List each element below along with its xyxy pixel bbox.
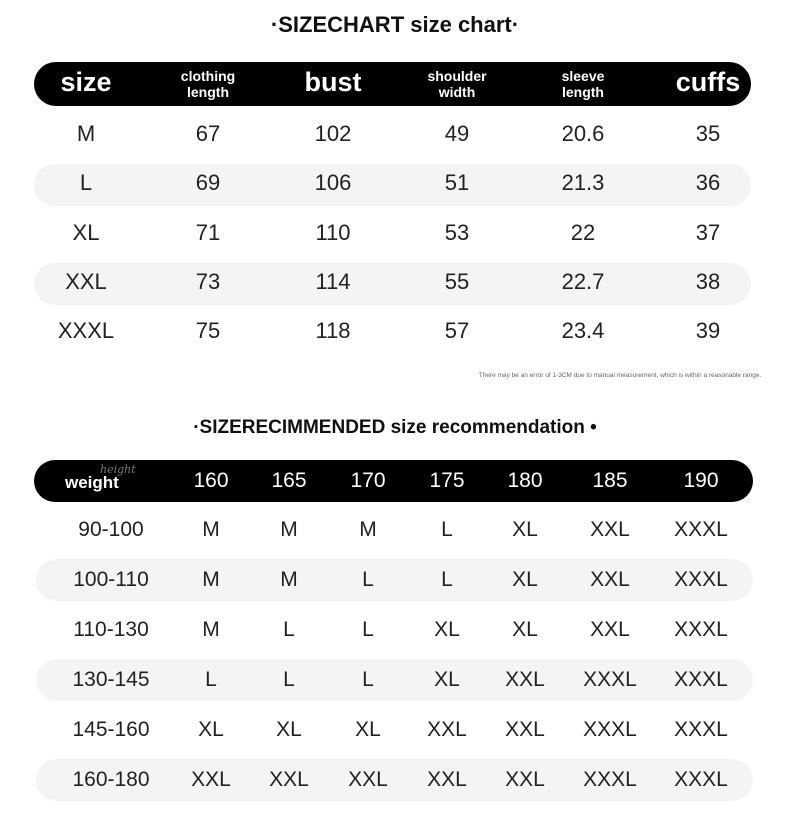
recommended-size: XXL [505, 768, 545, 791]
size-chart-cell: 22 [570, 220, 596, 245]
size-chart-cell: 39 [695, 318, 721, 343]
size-chart-header-line: length [561, 84, 604, 100]
recommended-size: XL [434, 618, 460, 641]
weight-range: 160-180 [72, 768, 150, 791]
recommended-size: XL [512, 568, 538, 591]
size-chart-cell: 53 [444, 220, 470, 245]
size-chart-cell: 23.4 [561, 318, 605, 343]
measurement-note: There may be an error of 1-3CM due to manual measurement, which is within a reasonable range. [478, 372, 762, 379]
recommended-size: M [202, 518, 220, 541]
recommended-size: M [359, 518, 377, 541]
height-header-185: 185 [592, 469, 628, 492]
size-chart-header-0 [60, 67, 111, 98]
size-chart-cell: 67 [195, 121, 221, 146]
recommended-size: M [280, 518, 298, 541]
size-chart-row-bg [34, 263, 751, 305]
size-chart-cell: 102 [314, 121, 352, 146]
size-chart-cell: 75 [195, 318, 221, 343]
weight-range: 145-160 [72, 718, 150, 741]
size-chart-header-line: length [187, 84, 229, 100]
size-chart-cell: 106 [314, 170, 352, 195]
height-header-175: 175 [429, 469, 465, 492]
height-header-180: 180 [507, 469, 543, 492]
recommended-size: XXL [590, 618, 630, 641]
recommended-size: XXL [505, 718, 545, 741]
size-chart-header-4 [562, 68, 605, 100]
size-chart-cell: 114 [315, 269, 351, 294]
recommended-size: XXXL [583, 668, 637, 691]
size-chart-header-line: width [438, 84, 476, 100]
size-chart-header-line: size [60, 67, 112, 97]
size-chart-cell: 36 [695, 170, 721, 195]
recommended-size: XXXL [674, 718, 728, 741]
recommended-size: XL [355, 718, 381, 741]
weight-range: 130-145 [72, 668, 150, 691]
recommended-size: XXXL [674, 518, 728, 541]
weight-range: 90-100 [78, 518, 144, 541]
recommended-size: L [283, 668, 295, 691]
weight-range: 110-130 [73, 618, 149, 641]
size-chart-cell: 69 [195, 170, 221, 195]
size-chart-cell: 118 [315, 318, 351, 343]
size-chart-cell: L [79, 170, 93, 195]
recommended-size: XXL [427, 768, 467, 791]
size-chart-header-bar [34, 62, 751, 106]
recommended-size: XXL [348, 768, 388, 791]
recommended-size: L [362, 568, 374, 591]
recommended-size: XL [512, 618, 538, 641]
size-chart-header-line: clothing [180, 68, 236, 84]
weight-corner-label: weight [65, 473, 119, 492]
recommended-size: XXXL [674, 668, 728, 691]
recommended-size: M [202, 568, 220, 591]
recommended-size: XL [434, 668, 460, 691]
size-chart-cell: 49 [444, 121, 470, 146]
recommended-size: L [441, 518, 453, 541]
size-chart-cell: M [76, 121, 96, 146]
size-chart-header-2 [305, 67, 362, 98]
recommended-size: L [205, 668, 217, 691]
size-chart-title: ·SIZECHART size chart· [270, 12, 520, 37]
recommended-size: M [280, 568, 298, 591]
recommended-size: L [283, 618, 295, 641]
size-chart-cell: 73 [195, 269, 221, 294]
recommended-size: XL [198, 718, 224, 741]
size-chart-row-bg [34, 164, 751, 206]
size-chart-header-line: cuffs [675, 67, 741, 97]
recommended-size: XXXL [674, 768, 728, 791]
height-header-160: 160 [193, 469, 229, 492]
size-chart-cell: XXXL [57, 318, 115, 343]
recommendation-title: ·SIZERECIMMENDED size recommendation • [193, 417, 597, 438]
size-chart-cell: 21.3 [561, 170, 605, 195]
height-header-165: 165 [271, 469, 307, 492]
size-chart-cell: 20.6 [561, 121, 605, 146]
recommended-size: L [362, 668, 374, 691]
recommended-size: XXL [191, 768, 231, 791]
recommended-size: XXL [427, 718, 467, 741]
size-chart-cell: 71 [195, 220, 221, 245]
size-chart-cell: XXL [65, 269, 107, 294]
recommended-size: XXL [269, 768, 309, 791]
size-chart-cell: 38 [695, 269, 721, 294]
recommended-size: XXL [505, 668, 545, 691]
size-chart-cell: 51 [444, 170, 470, 195]
recommended-size: XXXL [674, 568, 728, 591]
size-chart-header-3 [427, 68, 486, 100]
recommended-size: XL [512, 518, 538, 541]
size-chart-cell: XL [72, 220, 100, 245]
size-chart-header-5 [676, 67, 741, 98]
height-header-190: 190 [683, 469, 719, 492]
recommended-size: M [202, 618, 220, 641]
recommended-size: L [441, 568, 453, 591]
recommended-size: XXXL [583, 718, 637, 741]
height-header-170: 170 [350, 469, 386, 492]
height-corner-script: height [100, 463, 136, 476]
size-chart-cell: 22.7 [561, 269, 605, 294]
recommended-size: XXXL [674, 618, 728, 641]
size-chart-cell: 57 [444, 318, 470, 343]
recommended-size: XXL [590, 568, 630, 591]
size-chart-cell: 37 [695, 220, 721, 245]
size-chart-header-line: bust [304, 67, 362, 97]
size-chart-header-line: shoulder [427, 68, 487, 84]
recommended-size: L [362, 618, 374, 641]
size-chart-cell: 55 [444, 269, 470, 294]
recommended-size: XL [276, 718, 302, 741]
recommended-size: XXXL [583, 768, 637, 791]
size-chart-header-line: sleeve [561, 68, 605, 84]
recommendation-header-bar [34, 460, 753, 502]
recommended-size: XXL [590, 518, 630, 541]
weight-range: 100-110 [73, 568, 149, 591]
size-chart-cell: 35 [695, 121, 721, 146]
size-chart-header-1 [181, 68, 235, 100]
size-chart-cell: 110 [315, 220, 351, 245]
